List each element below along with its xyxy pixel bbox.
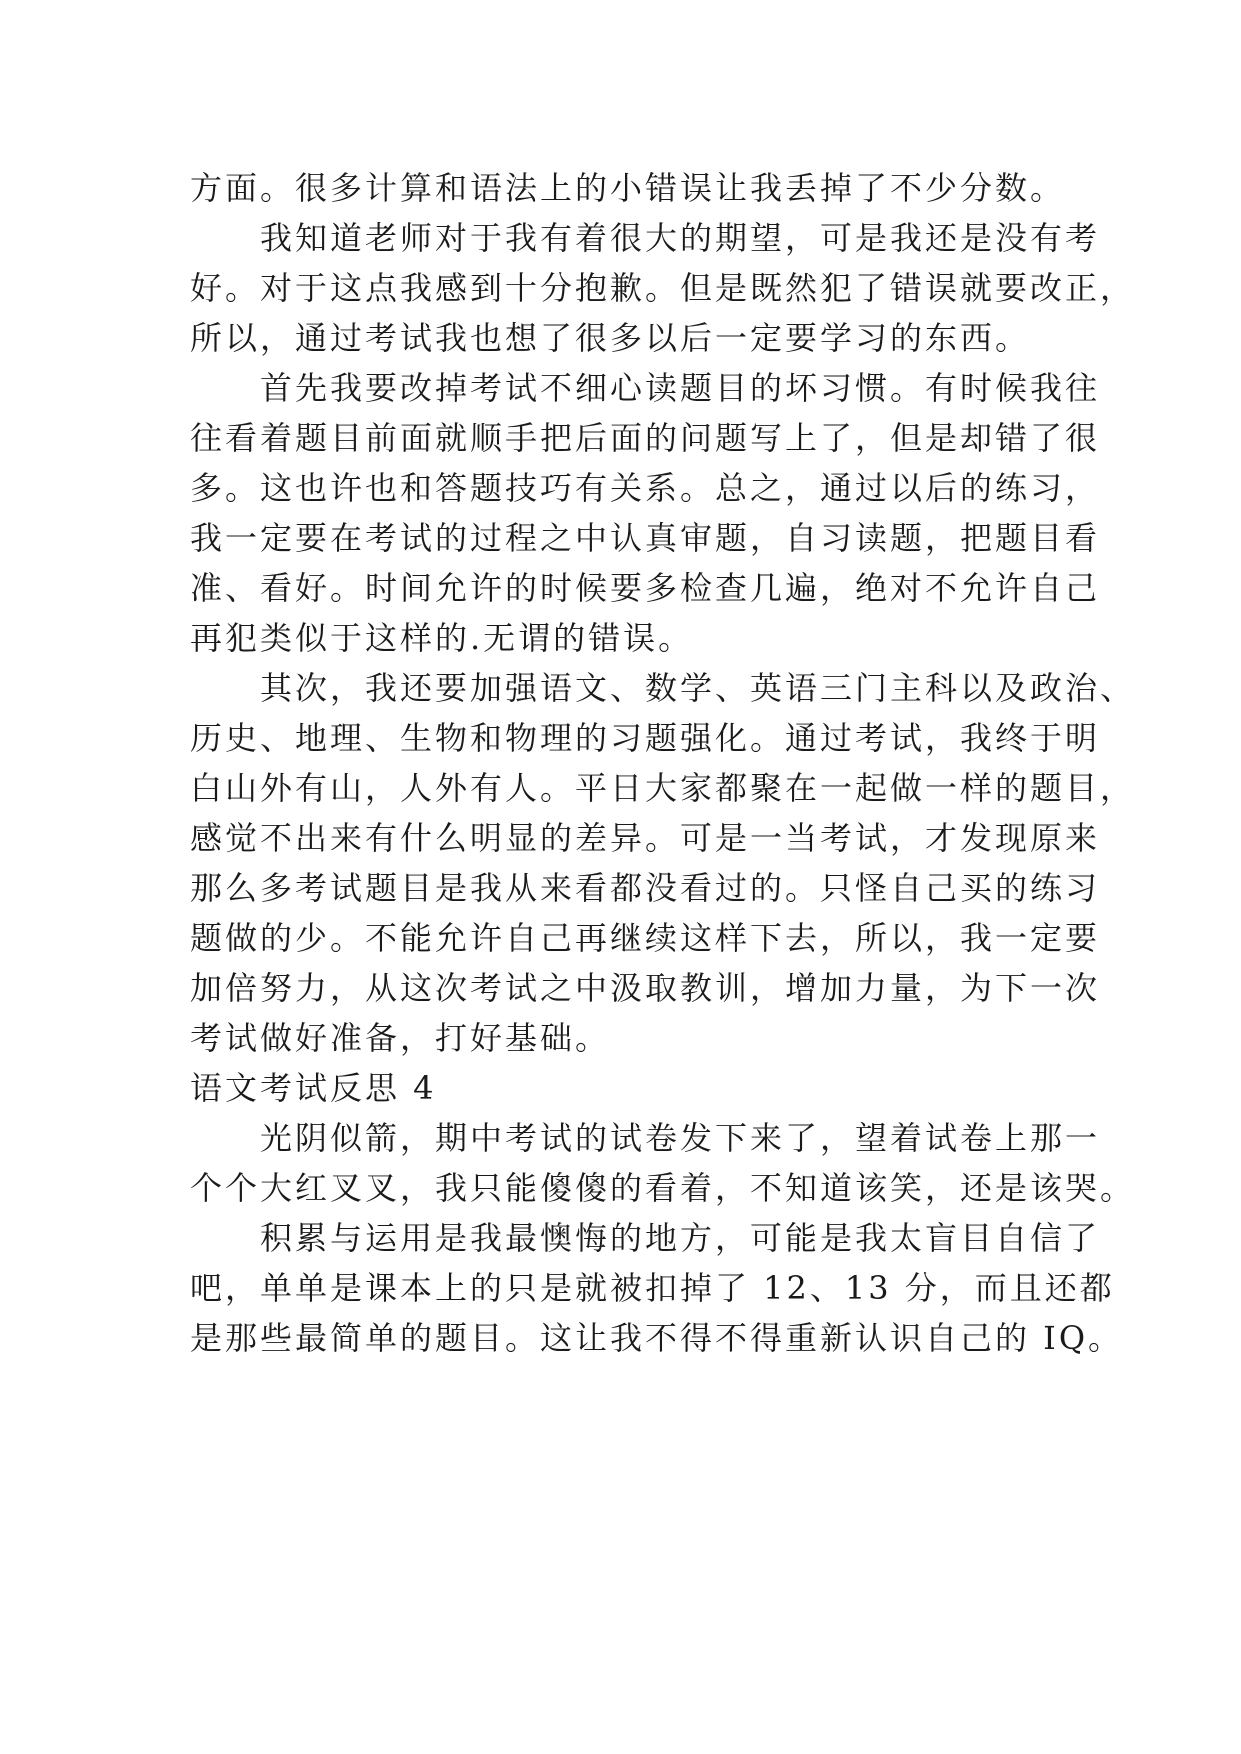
text-line: 我一定要在考试的过程之中认真审题，自习读题，把题目看 <box>190 519 1101 557</box>
text-line: 积累与运用是我最懊悔的地方，可能是我太盲目自信了 <box>190 1219 1101 1257</box>
text-line: 光阴似箭，期中考试的试卷发下来了，望着试卷上那一 <box>190 1119 1101 1157</box>
text-line: 准、看好。时间允许的时候要多检查几遍，绝对不允许自己 <box>190 569 1101 607</box>
text-line: 是那些最简单的题目。这让我不得不得重新认识自己的 IQ。 <box>190 1319 1124 1357</box>
text-line: 感觉不出来有什么明显的差异。可是一当考试，才发现原来 <box>190 819 1101 857</box>
text-line: 历史、地理、生物和物理的习题强化。通过考试，我终于明 <box>190 719 1101 757</box>
text-line: 白山外有山，人外有人。平日大家都聚在一起做一样的题目， <box>190 769 1136 807</box>
text-line: 我知道老师对于我有着很大的期望，可是我还是没有考 <box>190 219 1101 257</box>
text-line: 题做的少。不能允许自己再继续这样下去，所以，我一定要 <box>190 919 1101 957</box>
text-line: 个个大红叉叉，我只能傻傻的看着，不知道该笑，还是该哭。 <box>190 1169 1136 1207</box>
text-line: 所以，通过考试我也想了很多以后一定要学习的东西。 <box>190 319 1031 357</box>
text-line: 其次，我还要加强语文、数学、英语三门主科以及政治、 <box>190 669 1136 707</box>
text-line: 那么多考试题目是我从来看都没看过的。只怪自己买的练习 <box>190 869 1101 907</box>
text-line: 考试做好准备，打好基础。 <box>190 1019 611 1057</box>
section-heading: 语文考试反思 4 <box>190 1069 437 1107</box>
text-line: 往看着题目前面就顺手把后面的问题写上了，但是却错了很 <box>190 419 1101 457</box>
text-line: 多。这也许也和答题技巧有关系。总之，通过以后的练习， <box>190 469 1101 507</box>
text-line: 方面。很多计算和语法上的小错误让我丢掉了不少分数。 <box>190 169 1066 207</box>
text-line: 吧，单单是课本上的只是就被扣掉了 12、13 分，而且还都 <box>190 1269 1115 1307</box>
text-line: 首先我要改掉考试不细心读题目的坏习惯。有时候我往 <box>190 369 1101 407</box>
text-line: 再犯类似于这样的.无谓的错误。 <box>190 619 694 657</box>
text-line: 加倍努力，从这次考试之中汲取教训，增加力量，为下一次 <box>190 969 1101 1007</box>
text-line: 好。对于这点我感到十分抱歉。但是既然犯了错误就要改正， <box>190 269 1136 307</box>
